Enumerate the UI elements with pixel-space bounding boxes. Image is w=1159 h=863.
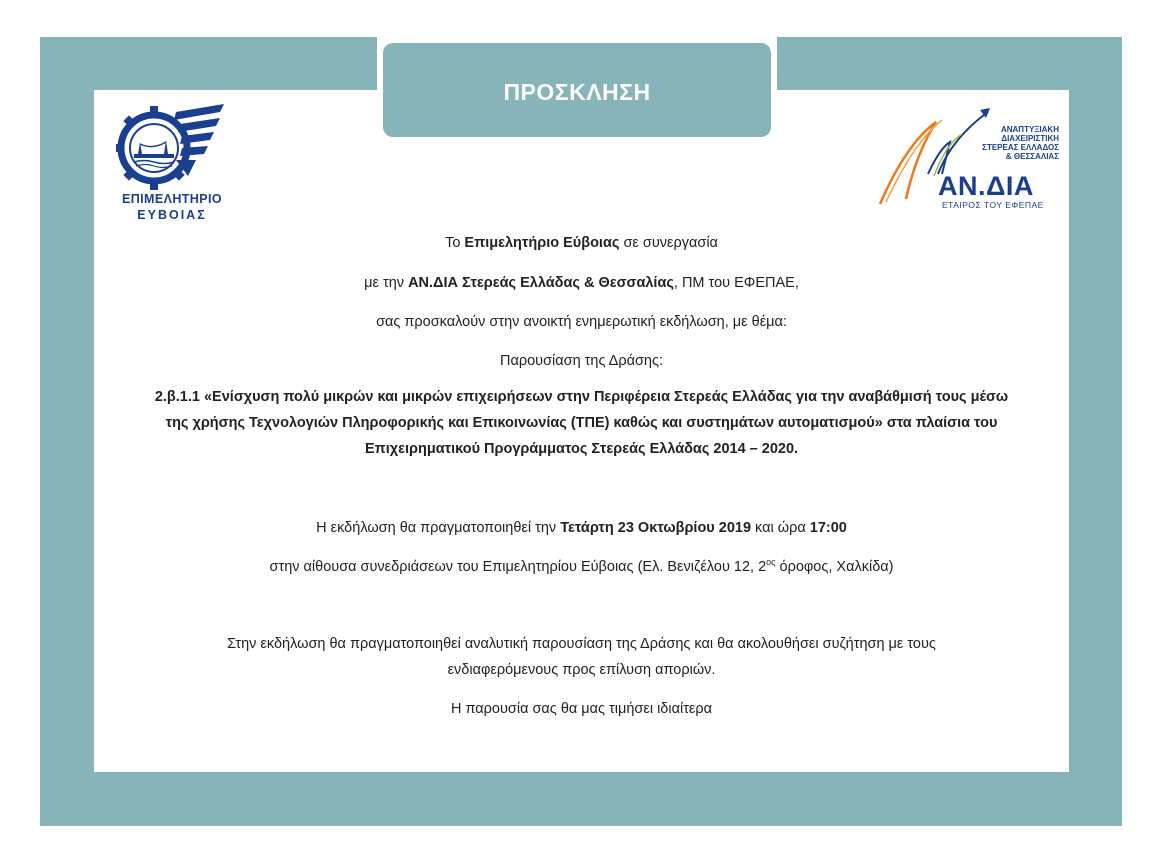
action-title-line-2: της χρήσης Τεχνολογιών Πληροφορικής και Επικοινωνίας (ΤΠΕ) καθώς και συστημάτων αυτοματισμού» στα πλαίσια του <box>165 415 998 431</box>
event-datetime: Η εκδήλωση θα πραγματοποιηθεί την Τετάρτη 23 Οκτωβρίου 2019 και ώρα 17:00 <box>316 520 847 536</box>
closing-line-2: ενδιαφερόμενους προς επίλυση αποριών. <box>447 662 716 678</box>
andia-line1: ΑΝΑΠΤΥΞΙΑΚΗ <box>1000 125 1059 134</box>
event-time: 17:00 <box>809 520 847 536</box>
body-line-1: Το Επιμελητήριο Εύβοιας σε συνεργασία <box>445 235 718 251</box>
action-title <box>94 384 1069 462</box>
chamber-logo-line2: ΕΥΒΟΙΑΣ <box>137 208 207 222</box>
body-line-3: σας προσκαλούν στην ανοικτή ενημερωτική εκδήλωση, με θέμα: <box>376 314 787 330</box>
page-title: ΠΡΟΣΚΛΗΣΗ <box>503 78 651 105</box>
andia-line2: ΔΙΑΧΕΙΡΙΣΤΙΚΗ <box>1001 134 1059 143</box>
chamber-logo <box>112 104 232 226</box>
andia-line3: ΣΤΕΡΕΑΣ ΕΛΛΑΔΟΣ <box>982 143 1059 152</box>
andia-partner: ΕΤΑΙΡΟΣ ΤΟΥ ΕΦΕΠΑΕ <box>942 200 1044 210</box>
andia-brand: ΑΝ.ΔΙΑ <box>938 171 1034 201</box>
body-line-4: Παρουσίαση της Δράσης: <box>499 353 664 369</box>
closing-line-1: Στην εκδήλωση θα πραγματοποιηθεί αναλυτική παρουσίαση της Δράσης και θα ακολουθήσει συζήτηση με τους <box>227 636 936 652</box>
closing-line-3: Η παρουσία σας θα μας τιμήσει ιδιαίτερα <box>450 701 713 717</box>
body-line-2: με την ΑΝ.ΔΙΑ Στερεάς Ελλάδας & Θεσσαλίας, ΠΜ του ΕΦΕΠΑΕ, <box>364 275 799 291</box>
andia-logo <box>876 104 1061 214</box>
event-date: Τετάρτη 23 Οκτωβρίου 2019 <box>560 520 752 536</box>
action-title-line-1: 2.β.1.1 «Ενίσχυση πολύ μικρών και μικρών επιχειρήσεων στην Περιφέρεια Στερεάς Ελλάδας για την αναβάθμισή τους μέσω <box>154 389 1009 405</box>
event-venue: στην αίθουσα συνεδριάσεων του Επιμελητηρίου Εύβοιας (Ελ. Βενιζέλου 12, $2^{o\varsigma}$ όροφος, Χαλκίδα) <box>269 557 894 575</box>
action-title-line-3: Επιχειρηματικού Προγράμματος Στερεάς Ελλάδας 2014 – 2020. <box>364 441 799 457</box>
andia-line4: & ΘΕΣΣΑΛΙΑΣ <box>1005 152 1059 161</box>
chamber-logo-line1: ΕΠΙΜΕΛΗΤΗΡΙΟ <box>122 192 222 206</box>
chamber-gear-emblem-icon <box>116 104 226 190</box>
title-box <box>383 43 771 137</box>
